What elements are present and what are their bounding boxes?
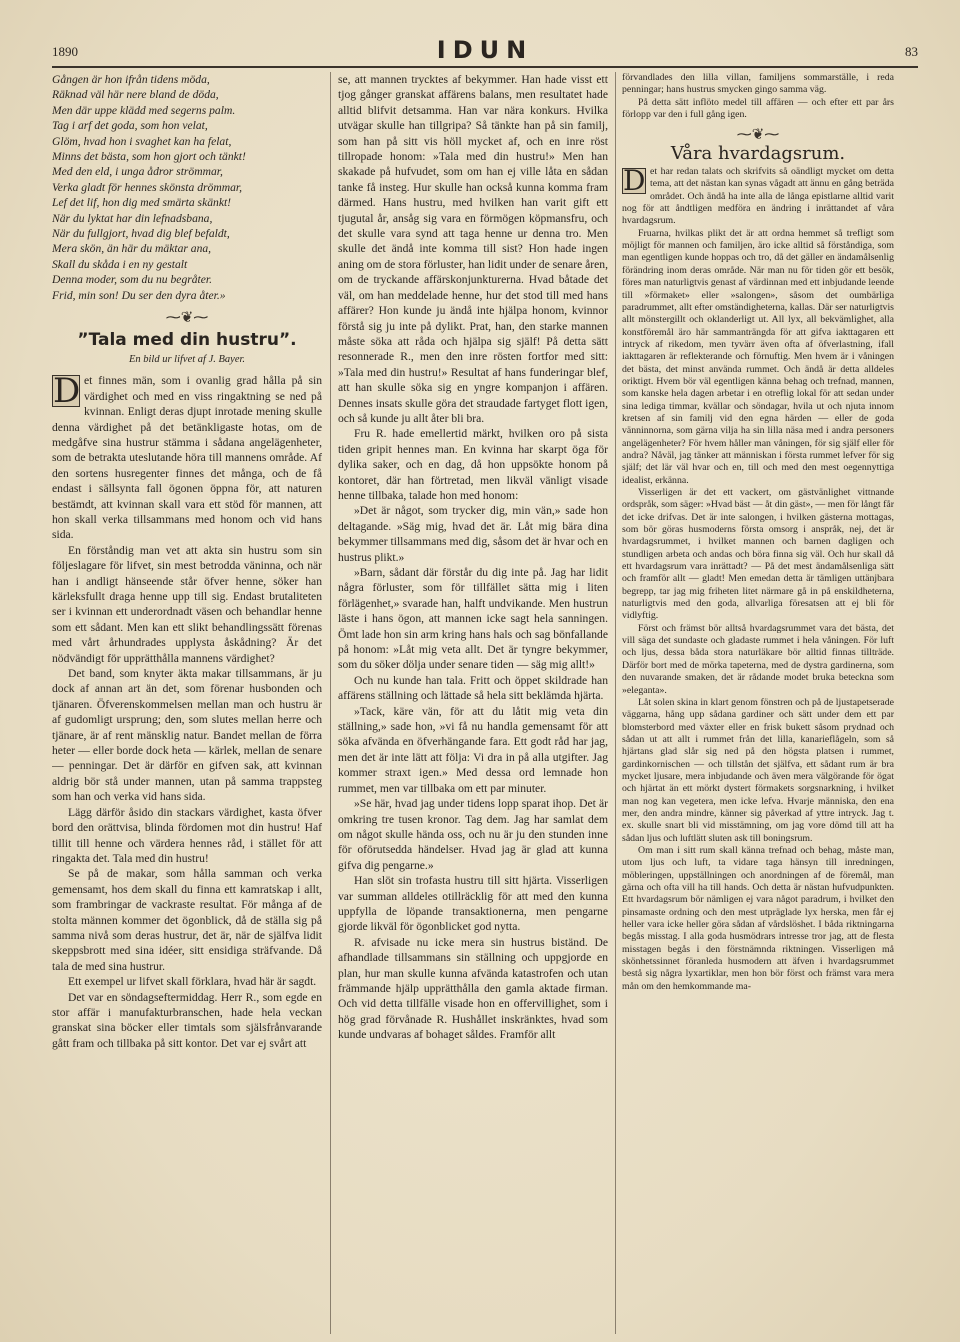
paragraph: Om man i sitt rum skall känna trefnad och behag, måste man, utom ljus och luft, ta vidare taga hänsyn till inredningen, möbleringen, uppställningen och anordningen af de föremål, man gärna och ofta vill ha till hands. Och detta är nästan hufvudpunkten. Ett hvardagsrum bör nämligen ej vara något paradrum, i hvilket den pinsamaste ordning och den mest utpräglade lyx herska, men får ej heller vara icke heller göra sådan af vårdslöshet. I båda riktningarna begås misstag. I alla goda husmödrars intresse tror jag, att de flesta misstagen begås i den förstnämnda riktningen. Visserligen må skönhetssinnet föranleda husmodern att äfven i hvardagsrummet bestå sig några lyxartiklar, men hon bör först och främst vara mera mån om den hemkommande ma-: [622, 844, 894, 992]
paragraph: Ett exempel ur lifvet skall förklara, hvad här är sagdt.: [68, 975, 317, 989]
column-2: [338, 72, 608, 1334]
paragraph: Lägg därför åsido din stackars värdighet, kasta öfver bord den orättvisa, blinda fördomen mot din hustru! Haf tillit till henne och värdera hennes råd, i stället för att ringakta det. Tala med din hustru!: [52, 805, 322, 865]
paragraph: R. afvisade nu icke mera sin hustrus biständ. De afhandlade tillsammans sin ställning och uppgjorde en plan, hur man skulle kunna afvända katastrofen och utan främmande hjälp upprätthålla den gamla aktade firman. Och vid detta tillfälle visade hon en offervillighet, som i hög grad förvånade R. Hushållet inskränktes, hvad som kunde undvaras af bohaget såldes. Framför allt: [338, 935, 608, 1042]
paragraph: se, att mannen trycktes af bekymmer. Han hade visst ett tjog gånger granskat affärens balans, men resultatet hade alltid blifvit detsamma. Han var nära konkurs. Hvilka utvägar skulle han tillgripa? Så tänkte han på sin familj, som han på sitt vis höll mycket af, och en inre röst tillropade honom: »Tala med din hustru!» Men han skakade på hufvudet, som om han ej ville låta en sådan tanke få insteg. Hur skulle han också kunna komma fram därmed. Hans hustru, med hvilken han varit gift ett tjugutal år, ansåg sig vara en förmögen köpmansfru, och det skulle vara synd att taga henne ur denna tro. Men skulle det ändå inte komma till sist? Hon hade ingen aning om de stora förluster, han lidit under de senare åren, om de tryckande affärskonjunkturerna. Hvad båtade det väl, om han meddelade henne, hur det stod till med hans affärer? Hon kunde ju ändå inte hjälpa honom, kvinnor förstå sig ju inte på dylikt. Prat, han, den starke mannen måste söka att råda och hjälpa sig själf! På detta sätt resonnerade R., men den inre rösten fortfor med sitt: »Tala med din hustru!» Resultat af hans funderingar blef, att han skulle söka sig en yngre kompanjon i affären. Dennes insats skulle göra det straudade fartyget flott igen, och så kunde ju allt åter bli bra.: [338, 73, 608, 425]
paragraph: Fruarna, hvilkas plikt det är att ordna hemmet så trefligt som möjligt för mannen och familjen, äro icke alltid så förståndiga, som man egentligen kunde hoppas och tro, då det gäller en ändamålsenlig förändring inom deras område. När man nu för tiden gör ett besök, föres man naturligtvis genast af värdinnan med ett inbjudande leende till »förmaket» eller »salongen», såsom det oumbärliga paradrummet, allt efter omständigheterna, kallas. Där ser naturligtvis allt mönstergillt och oklanderligt ut. All lyx, all bekvämlighet, alla konstföremål äro här sammanträngda för att gifva iakttagaren ett intryck af rikedom, men tyvärr även ofta af öfverlastning, ifall iakttagaren är reflekterande och förnuftig. Men hvem är i våningen det bästa, det minst använda rummet. Och ändå är detta alldeles oriktigt. Hvem bör väl egentligen känna behag och trefnad, mannen, som kanske hela dagen arbetar i en otreflig lokal för att sedan under sina lediga timmar, kvällar och söndagar, hvila ut och njuta innom kretsen af sin familj vid den egna härden — eller de goda vänninnorna, som gärna vilja ha sin lilla näsa med i andra personers angelägenheter? För hvem håller man våningen, för sig själf eller för andra? Nåväl, jag tänker att människan i första rummet lefver för sig själf; det lär väl hvar och en, till och med den mest oegennyttiga idealist, erkänna.: [622, 227, 894, 486]
magazine-title: IDUN: [436, 36, 534, 64]
paragraph: et finnes män, som i ovanlig grad hålla på sin värdighet och med en viss ringaktning se ned på kvinnan. Enligt deras djupt inrotade mening skulle denna värdighet på det betänkligaste hotas, om de medgåfve sina hustrur stämma i sådana angelägenheter, som de betrakta uteslutande höra till mannens område. Af den sortens husregenter finnes det många, och de få endast i sällsynta fall ögonen öppna för, att naturen bestämdt, att kvinnan skall vara ett stöd för mannen, att hon skall verka tillsammans med honom och vid hans sida.: [52, 374, 322, 542]
paragraph: Se på de makar, som hålla samman och verka gemensamt, hos dem skall du finna ett kamratskap i allt, som frambringar de vackraste resultat. För många af de stolta männen kommer det ögonblick, då de ställa sig på samma nivå som deras hustrur, det är, när de själfva lidit skeppsbrott med sina idéer, sitt ensidiga sträfvande. Då tala de med sina hustrur.: [52, 867, 322, 973]
paragraph: På detta sätt inflöto medel till affären — och efter ett par års förlopp var den i full gång igen.: [622, 96, 894, 121]
poem-line: Gången är hon ifrån tidens möda,: [52, 73, 210, 86]
paragraph: »Tack, käre vän, för att du låtit mig veta din ställning,» sade hon, »vi få nu handla gemensamt för att söka afvända en öfverhängande fara. Ett godt råd har jag, men det är inte lätt att följa: Vi dra in på alla utgifter. Jag kommer straxt igen.» Med dessa ord lemnade hon rummet, men var tillbaka om ett par minuter.: [338, 704, 608, 795]
poem-line: Mera skön, än här du mäktar ana,: [52, 242, 212, 256]
ornament-icon: ⁓❦⁓: [165, 310, 209, 327]
paragraph: En förståndig man vet att akta sin hustru som sin följeslagare för lifvet, sin mest betrodda väninna, och när han i andligt hänseende står öfver henne, söker han kärleksfullt draga henne upp till sig. Endast brutaliteten ser i kvinnan ett underordnadt väsen och behandlar henne som ett sådant. Men kan ett slikt behandlingssätt förenas med vårt århundrades upplysta åskådning? Är det nödvändigt för upprätthålla mannens värdighet?: [52, 543, 322, 665]
column-divider: [330, 72, 331, 1334]
paragraph: »Det är något, som trycker dig, min vän,» sade hon deltagande. »Säg mig, hvad det är. Låt mig bära dina bekymmer tillsammans med dig, såsom det är hvar och en hustrus plikt.»: [338, 504, 608, 564]
paragraph: förvandlades den lilla villan, familjens sommarställe, i reda penningar; hans hustrus smycken gingo samma väg.: [622, 72, 894, 96]
paragraph: »Se här, hvad jag under tidens lopp sparat ihop. Det är omkring tre tusen kronor. Tag dem. Jag har samlat dem om något skulle hända oss, och nu är ju den stunden inne för oförutsedda händelser. Hvad jag är glad att kunna gifva dig pengarne.»: [338, 797, 608, 872]
poem-line: Räknad väl här nere bland de döda,: [52, 88, 219, 102]
column-divider: [615, 72, 616, 1334]
ornament-icon: ⁓❦⁓: [736, 127, 780, 144]
poem: [52, 72, 322, 303]
paragraph: Låt solen skina in klart genom fönstren och på de ljustapetserade väggarna, hång upp sådana gardiner och sätt under dem ett par blomsterbord med växter eller en frisk bukett såsom prydnad och sådan ut att allt i rummet från det lilla, kanarieflågeln, som så hjärtans glad slår sig ned på den högsta platsen i rummet, gardinkornischen — och tillstån det själfva, ett sådant rum är bra mycket ljusare, mera inbjudande och även mera välgörande för ögat och hjärtat än ett mörkt dystert förmakets sorgsnarkning, i hvilket man nog kan vegetera, men icke lefva. Hvarje människa, den ena mer, den andra mindre, känner sig påverkad af yttre intryck. Jag t. ex. skulle snart bli vid misstämning, om jag vore dömd till att ha sådan ljus och luftlätt sluten ask till boningsrum.: [622, 696, 894, 844]
page-number: 83: [905, 44, 918, 59]
header-year: 1890: [52, 44, 78, 59]
poem-line: Glöm, hvad hon i svaghet kan ha felat,: [52, 134, 232, 148]
poem-line: Frid, min son! Du ser den dyra åter.»: [52, 288, 226, 302]
paragraph: et har redan talats och skrifvits så oändligt mycket om detta tema, att det nästan kan synas vågadt att ännu en gång beträda området. Och ändå ha inte alla de långa epistlarne alltid varit nog för att åndtligen medföra en ändring i inrättandet af våra hvardagsrum.: [622, 166, 894, 227]
column-3: [622, 72, 894, 1334]
poem-line: Denna moder, som du nu begråter.: [52, 273, 213, 287]
poem-line: Lef det lif, hon dig med smärta skänkt!: [52, 196, 232, 210]
paragraph: »Barn, sådant där förstår du dig inte på. Jag har lidit några förluster, som för tillfället sätta mig i liten förlägenhet,» svarade han, halft undvikande. Men hustrun läste i hans ögon, att mannen icke sagt hela sanningen. Ömt lade hon sin arm kring hans hals och sag bönfallande på honom: »Låt mig veta allt. Det är tyngre bekymmer, som du söker dölja under senare tiden — säg mig allt!»: [338, 566, 608, 672]
article-title: Våra hvardagsrum.: [670, 142, 846, 164]
poem-line: Tag i arf det goda, som hon velat,: [52, 119, 208, 133]
poem-line: Skall du skåda i en ny gestalt: [52, 257, 188, 271]
paragraph: Det band, som knyter äkta makar tillsammans, är ju dock af annan art än det, som förenar husbonden och tjänaren. Öfverenskommelsen mellan man och hustru är af gudomligt ursprung; den, som slutes mellan herre och tjänare, är af rent mänsklig natur. Bandet mellan de förra heter — eller borde dock heta — kärlek, mellan de senare — penningar. Det är därför en gifven sak, att kvinnan aldrig bör stå under mannen, utan på samma trappsteg som han och verka vid hans sida.: [52, 667, 322, 804]
drop-cap: D: [623, 164, 646, 198]
poem-line: När du lyktat har din lefnadsbana,: [52, 211, 213, 225]
paragraph: Fru R. hade emellertid märkt, hvilken oro på sista tiden gripit hennes man. En kvinna har skarpt öga för dylika saker, och en dag, då hon uppsökte honom på kontoret, där han förtretad, men likväl vänligt visade henne tillbaka, talade hon med honom:: [338, 427, 608, 502]
paragraph: Visserligen är det ett vackert, om gästvänlighet vittnande ordspråk, som säger: »Hvad bäst — åt din gäst», — men för långt får det icke drifvas. Det är inte salongen, i hvilken gästerna mottagas, som bör göras husmoderns första omsorg i anspråk, nej, det är hvardagsrummet, i hvilket mannen och barnen dagligen och stundligen arbeta och andas och böra finna sig väl. Och hur skall då ett hvardagsrum vara inrättadt? — På det mest ändamålsenliga sätt och framför allt — gladt! Men emedan detta är tämligen uttänjbara begrepp, tar jag mig friheten litet närmare gå in på enskildheterna, naturligtvis med den goda, allvarliga föresatsen att ej bli för vidlyftig.: [622, 487, 894, 622]
paragraph: Han slöt sin trofasta hustru till sitt hjärta. Visserligen var summan alldeles otillräcklig för att med den kunna uppfylla de löpande transaktionerna, men pengarne gjorde likväl för ögonblicket god nytta.: [338, 874, 608, 934]
paragraph: Först och främst bör alltså hvardagsrummet vara det bästa, det vill säga det sundaste och gladaste rummet i hela våningen. För luft och ljus, dessa båda stora naturläkare bör alltid finnas tillträde. Därför bort med de mörka tapeterna, med de dystra gardinerna, som den nuvarande smaken, det är rådande modet bruka beteckna som »eleganta».: [622, 622, 894, 696]
paragraph: Och nu kunde han tala. Fritt och öppet skildrade han affärens ställning och lättade så hela sitt beklämda hjärta.: [338, 673, 608, 703]
poem-line: Minns det bästa, som hon gjort och tänkt!: [52, 150, 246, 164]
article-byline: En bild ur lifvet af J. Bayer.: [128, 353, 246, 365]
poem-line: När du fullgjort, hvad dig blef befaldt,: [52, 227, 230, 241]
poem-line: Men där uppe klädd med segerns palm.: [52, 103, 236, 117]
paragraph: Det var en söndagseftermiddag. Herr R., som egde en stor affär i manufakturbranschen, hade hela veckan granskat sina böcker eller timtals som själsfrånvarande gått fram och tillbaka på sitt kontor. Det var ej svårt att: [52, 990, 322, 1050]
drop-cap: D: [53, 371, 81, 412]
poem-line: Med den eld, i unga ådror strömmar,: [52, 165, 223, 179]
page-header: [52, 36, 918, 68]
article-title: ”Tala med din hustru”.: [77, 329, 297, 350]
poem-line: Verka gladt för hennes skönsta drömmar,: [52, 180, 242, 194]
column-1: [52, 72, 322, 1334]
